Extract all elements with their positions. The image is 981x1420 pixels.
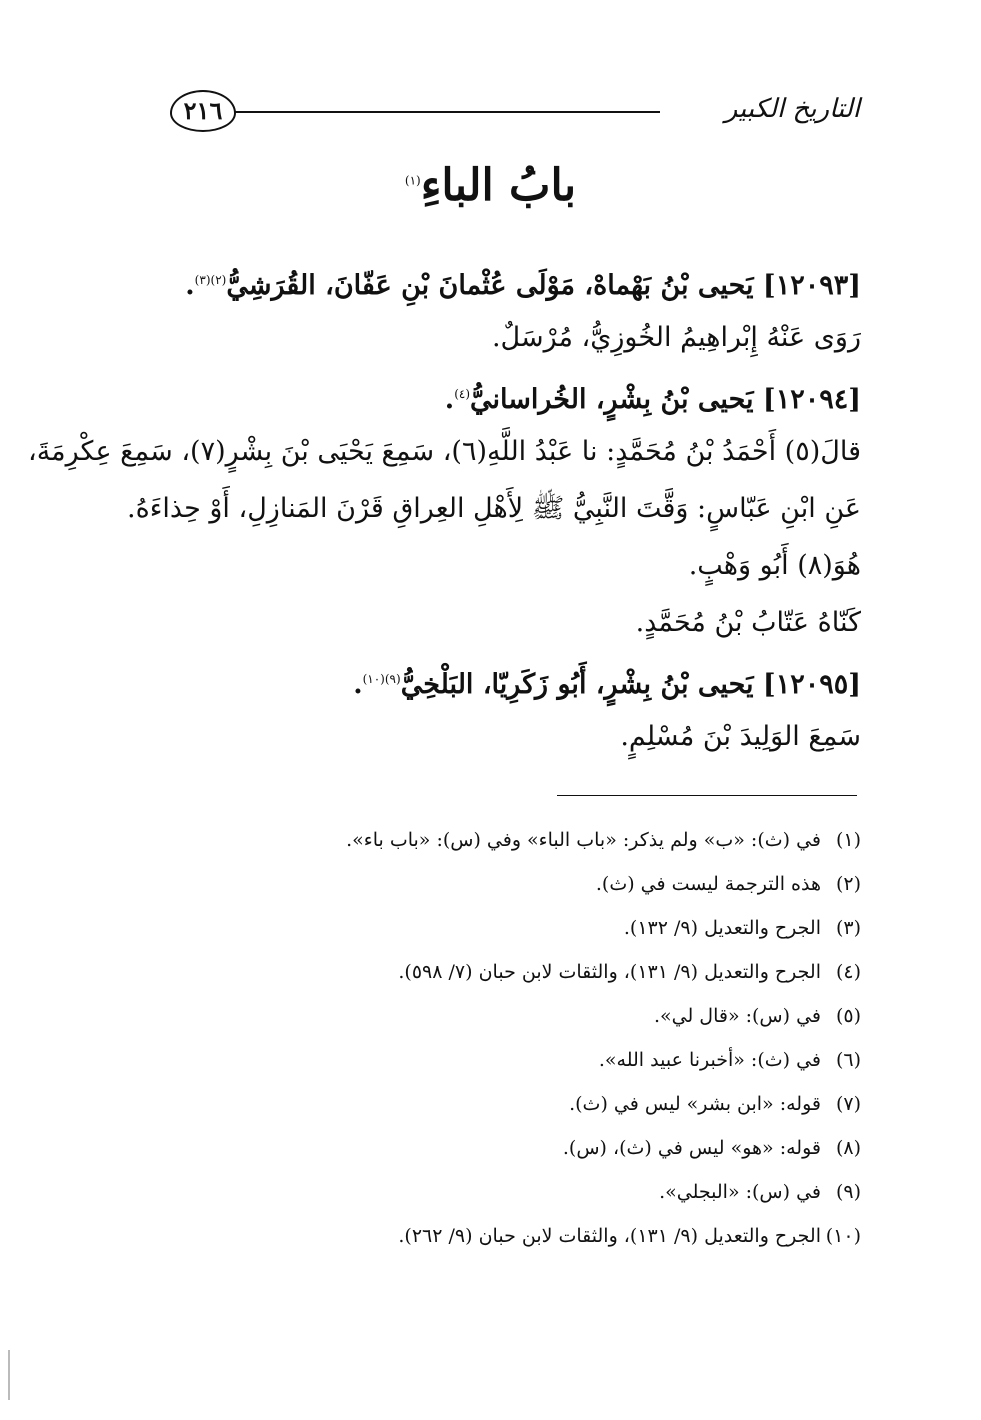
footnote: [121, 1216, 861, 1260]
line-text: رَوَى عَنْهُ إِبْراهِيمُ الخُوزِيُّ، مُرْسَلٌ.: [491, 322, 861, 353]
text-line: [121, 537, 861, 594]
text-line: [121, 708, 861, 765]
footnote: [121, 820, 861, 864]
text-line: [121, 480, 861, 537]
footnote-number: (١٠): [825, 1225, 861, 1247]
book-title: التاريخ الكبير: [724, 94, 860, 124]
line-text: سَمِعَ الوَلِيدَ بْنَ مُسْلِمٍ.: [620, 721, 861, 752]
footnote-number: (٦): [835, 1049, 861, 1071]
page-number: ٢١٦: [170, 90, 236, 132]
entry-heading: [121, 651, 861, 708]
line-text: عَنِ ابْنِ عَبّاسٍ: وَقَّتَ النَّبِيُّ ﷺ لِأَهْلِ العِراقِ قَرْنَ المَنازِلِ، أَوْ حِذاءَهُ.: [126, 493, 861, 524]
footnote-text: الجرح والتعديل (٩/ ١٣١)، والثقات لابن حبان (٩/ ٢٦٢).: [398, 1225, 821, 1247]
footnote-ref: (٩)(١٠): [362, 672, 401, 686]
footnote: [121, 1172, 861, 1216]
footnote-text: هذه الترجمة ليست في (ث).: [595, 873, 821, 895]
chapter-title: [0, 160, 981, 211]
footnote: [121, 864, 861, 908]
footnote: [121, 908, 861, 952]
footnote-ref: (٤): [454, 387, 471, 401]
footnote-text: قوله: «هو» ليس في (ث)، (س).: [562, 1137, 821, 1159]
entry-heading: [121, 366, 861, 423]
footnote-ref: (٢)(٣): [194, 273, 227, 287]
header-rule: [235, 111, 660, 113]
main-text: [27, 252, 861, 765]
footnote-text: في (س): «البجلي».: [659, 1181, 821, 1203]
line-text: قالَ(٥) أَحْمَدُ بْنُ مُحَمَّدٍ: نا عَبْدُ اللَّهِ(٦)، سَمِعَ يَحْيَى بْنَ بِشْرٍ(٧)، سَمِعَ عِكْرِمَةَ،: [27, 436, 861, 467]
scan-margin-mark: [8, 1350, 10, 1400]
footnote-number: (٩): [835, 1181, 861, 1203]
footnote: [121, 1128, 861, 1172]
chapter-title-text: بابُ الباءِ: [420, 160, 577, 211]
footnote: [121, 1084, 861, 1128]
footnote-text: الجرح والتعديل (٩/ ١٣٢).: [623, 917, 821, 939]
footnote-number: (٨): [835, 1137, 861, 1159]
running-header: [100, 90, 860, 130]
footnote-text: قوله: «ابن بشر» ليس في (ث).: [569, 1093, 821, 1115]
footnote-separator: [557, 795, 857, 796]
line-text: هُوَ(٨) أَبُو وَهْبٍ.: [688, 550, 861, 581]
footnote-text: في (ث): «ب» ولم يذكر: «باب الباء» وفي (س): «باب باء».: [346, 829, 821, 851]
footnote-number: (٤): [835, 961, 861, 983]
line-text: [١٢٠٩٤] يَحيى بْنُ بِشْرٍ، الخُراسانيُّ: [470, 384, 861, 415]
footnote-number: (٣): [835, 917, 861, 939]
footnote-number: (٧): [835, 1093, 861, 1115]
line-tail: .: [185, 270, 195, 301]
footnote-text: الجرح والتعديل (٩/ ١٣١)، والثقات لابن حبان (٧/ ٥٩٨).: [398, 961, 821, 983]
footnotes: [121, 820, 861, 1260]
footnote-text: في (س): «قال لي».: [653, 1005, 821, 1027]
line-text: كَنّاهُ عَتّابُ بْنُ مُحَمَّدٍ.: [635, 607, 861, 638]
line-tail: .: [353, 669, 363, 700]
text-line: [121, 594, 861, 651]
footnote-number: (٥): [835, 1005, 861, 1027]
footnote: [121, 952, 861, 996]
footnote: [121, 1040, 861, 1084]
line-text: [١٢٠٩٥] يَحيى بْنُ بِشْرٍ، أَبُو زَكَرِيّا، البَلْخِيُّ: [400, 669, 861, 700]
text-line: [121, 309, 861, 366]
chapter-footnote-ref: (١): [404, 173, 421, 188]
footnote-number: (١): [835, 829, 861, 851]
line-tail: .: [444, 384, 455, 415]
text-line: [27, 423, 861, 480]
footnote: [121, 996, 861, 1040]
entry-heading: [121, 252, 861, 309]
footnote-number: (٢): [835, 873, 861, 895]
footnote-text: في (ث): «أخبرنا عبيد الله».: [598, 1049, 821, 1071]
line-text: [١٢٠٩٣] يَحيى بْنُ بَهْماهْ، مَوْلَى عُثْمانَ بْنِ عَفّانَ، القُرَشِيُّ: [226, 270, 861, 301]
